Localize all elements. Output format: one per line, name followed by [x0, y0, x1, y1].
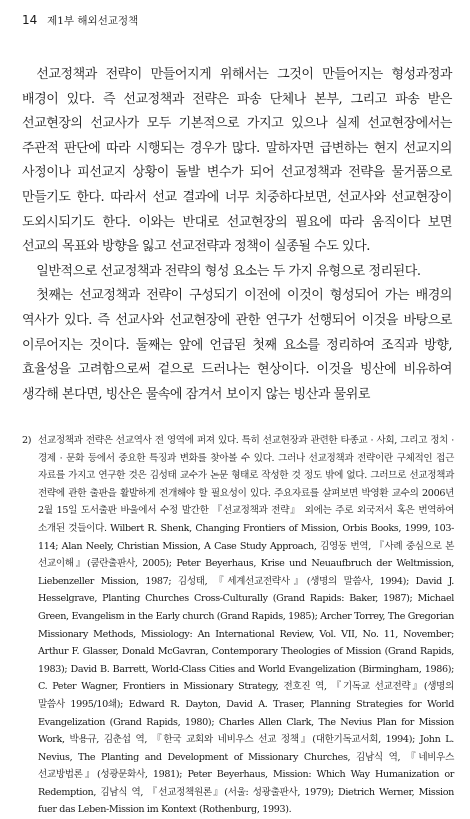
footnote-marker: 2): [22, 435, 32, 446]
paragraph: 첫째는 선교정책과 전략이 구성되기 이전에 이것이 형성되어 가는 배경의 역사가 있다. 즉 선교사와 선교현장에 관한 연구가 선행되어 이것을 바탕으로 이루어지는 것이다. 둘째는 앞에 언급된 첫째 요소를 정리하여 조직과 방향, 효율성을 고려함으로써 겉으로 드러나는 현상이다. 이것을 빙산에 비유하여 생각해 본다면, 빙산은 물속에 잠겨서 보이지 않는 빙산과 물위로: [22, 288, 452, 402]
footnote-text: 선교정책과 전략은 선교역사 전 영역에 퍼져 있다. 특히 선교현장과 관련한 타종교 · 사회, 그리고 정치 · 경제 · 문화 등에서 중요한 특징과 변화를 찾아볼 수 있다. 그러나 선교정책과 전략이란 구체적인 접근 자료를 가지고 연구한 것은 김성태 교수가 논문 형태로 작성한 것 정도 밖에 없다. 그러므로 선교정책과 전략에 관한 출판을 활발하게 전개해야 할 필요성이 있다. 주요자료를 살펴보면 박영환 교수의 2006년 2월 15일 도서출판 바울에서 수정 발간한 『선교정책과 전략』 외에는 주로 외국저서 혹은 번역하여 소개된 것들이다. Wilbert R. Shenk, Changing Frontiers of Mission, Orbis Books, 1999, 103-114; Alan Neely, Christian Mission, A Case Study Approach, 김영동 번역, 『사례 중심으로 본 선교이해』(쿰란출판사, 2005); Peter Beyerhaus, Krise und Neuaufbruch der Weltmission, Liebenzeller Mission, 1987; 김성태, 『세계선교전략사』(생명의 말씀사, 1994); David J. Hesselgrave, Planting Churches Cross-Culturally (Grand Rapids: Baker, 1987); Michael Green, Evangelism in the Early church (Grand Rapids, 1985); Archer Torrey, The Gregorian Missionary Methods, Missiology: An International Review, Vol. VII, No. 11, November; Arthur F. Glasser, Donald McGavran, Contemporary Theologies of Mission (Grand Rapids, 1983); David B. Barrett, World-Class Cities and World Evangelization (Birmingham, 1986); C. Peter Wagner, Frontiers in Missionary Strategy, 전호진 역, 『기독교 선교전략』(생명의 말씀사 1995/10쇄); Edward R. Dayton, David A. Traser, Planning Strategies for World Evangelization (Grand Rapids, 1980); Charles Allen Clark, The Nevius Plan for Mission Work, 박용규, 김춘섭 역, 『한국 교회와 네비우스 선교 정책』(대한기독교서회, 1994); John L. Nevius, The Planting and Development of Missionary Churches, 김남식 역, 『네비우스 선교방법론』(성광문화사, 1981); Peter Beyerhaus, Mission: Which Way Humanization or Redemption, 김남식 역, 『선교정책원론』(서울: 성광출판사, 1979); Dietrich Werner, Mission fuer das Leben-Mission im Kontext (Rothenburg, 1993).: [38, 435, 454, 816]
body-text: [22, 63, 452, 407]
page-number: 14: [22, 13, 38, 27]
paragraph: 선교정책과 전략이 만들어지게 위해서는 그것이 만들어지는 형성과정과 배경이 있다. 즉 선교정책과 전략은 파송 단체나 본부, 그리고 파송 받은 선교현장의 선교사가 모두 기본적으로 가지고 있으나 실제 선교현장에서는 주관적 판단에 따라 시행되는 경우가 많다. 말하자면 급변하는 현지 선교지의 사정이나 피선교지 상황이 돌발 변수가 되어 선교정책과 전략을 물거품으로 만들기도 한다. 따라서 선교 결과에 너무 치중하다보면, 선교사와 선교현장이 도외시되기도 한다. 이와는 반대로 선교현장의 필요에 따라 움직이다 보면 선교의 목표와 방향을 잃고 선교전략과 정책이 실종될 수도 있다.: [22, 67, 452, 255]
paragraph: 일반적으로 선교정책과 전략의 형성 요소는 두 가지 유형으로 정리된다.: [36, 263, 421, 279]
running-header: [22, 12, 138, 29]
footnote: [22, 432, 454, 819]
running-title: 제1부 해외선교정책: [47, 15, 139, 27]
